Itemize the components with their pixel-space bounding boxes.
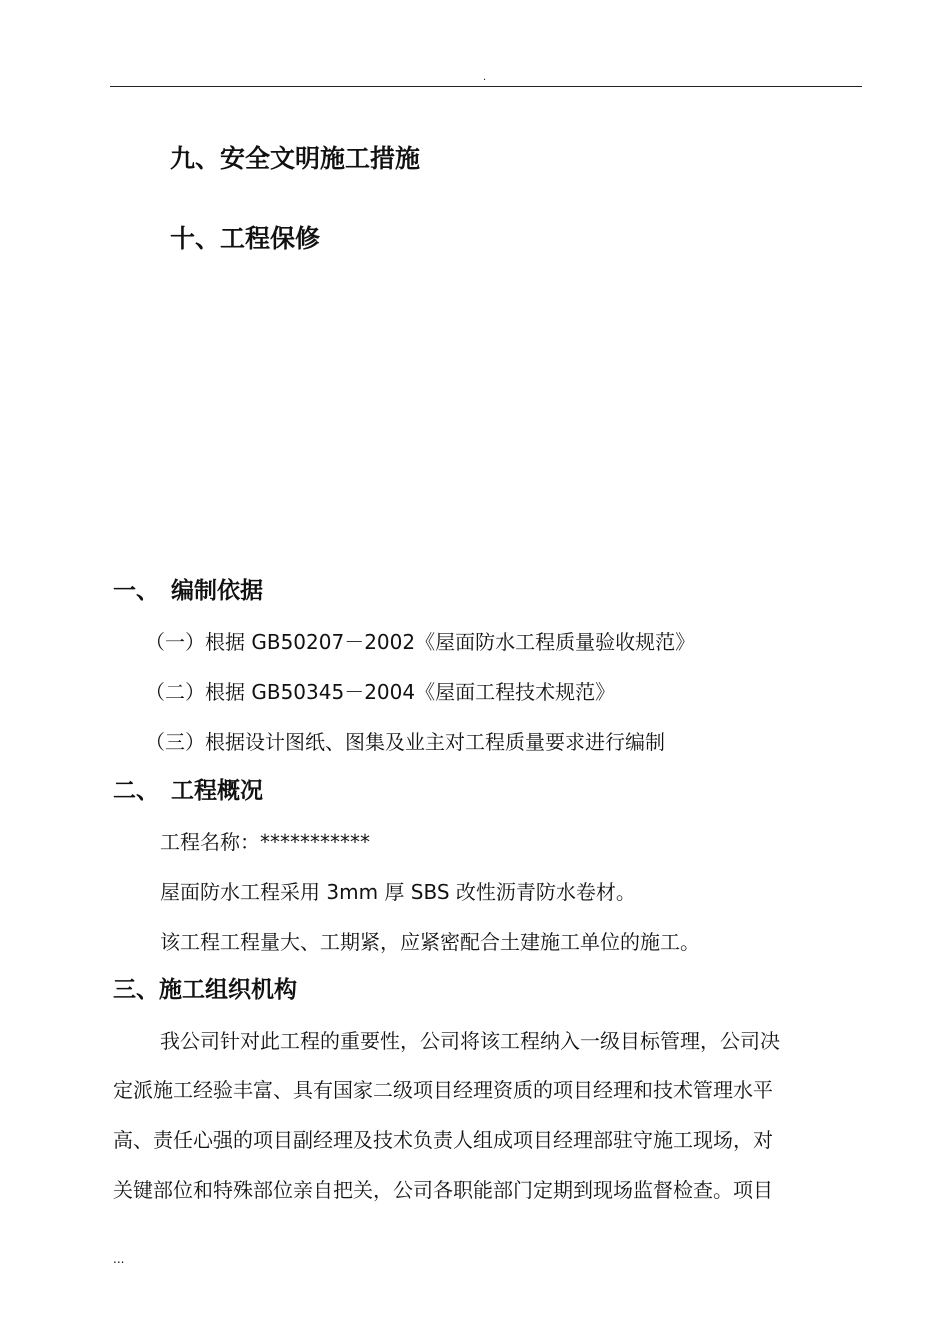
paragraph-line: 关键部位和特殊部位亲自把关，公司各职能部门定期到现场监督检查。项目 (113, 1178, 773, 1202)
section-heading-organization: 三、施工组织机构 (113, 977, 297, 1003)
section-number: 二、 (113, 778, 159, 804)
basis-item-1: （一）根据 GB50207－2002《屋面防水工程质量验收规范》 (145, 630, 696, 654)
header-marker: . (483, 72, 487, 83)
section-heading-overview (113, 775, 263, 807)
basis-item-3: （三）根据设计图纸、图集及业主对工程质量要求进行编制 (145, 730, 665, 754)
paragraph-line: 我公司针对此工程的重要性，公司将该工程纳入一级目标管理，公司决 (160, 1029, 780, 1053)
material-line: 屋面防水工程采用 3mm 厚 SBS 改性沥青防水卷材。 (160, 880, 636, 904)
toc-item-warranty: 十、工程保修 (170, 224, 321, 253)
section-number: 一、 (113, 578, 159, 604)
schedule-line: 该工程工程量大、工期紧，应紧密配合土建施工单位的施工。 (160, 930, 700, 954)
section-title: 编制依据 (171, 578, 263, 604)
footer-marker: ... (113, 1252, 125, 1266)
section-heading-basis (113, 575, 263, 607)
toc-item-safety: 九、安全文明施工措施 (170, 144, 421, 173)
project-name-line: 工程名称：*********** (160, 830, 370, 854)
paragraph-line: 高、责任心强的项目副经理及技术负责人组成项目经理部驻守施工现场，对 (113, 1128, 773, 1152)
basis-item-2: （二）根据 GB50345－2004《屋面工程技术规范》 (145, 680, 616, 704)
section-title: 工程概况 (171, 778, 263, 804)
paragraph-line: 定派施工经验丰富、具有国家二级项目经理资质的项目经理和技术管理水平 (113, 1078, 773, 1102)
header-rule (110, 86, 862, 87)
